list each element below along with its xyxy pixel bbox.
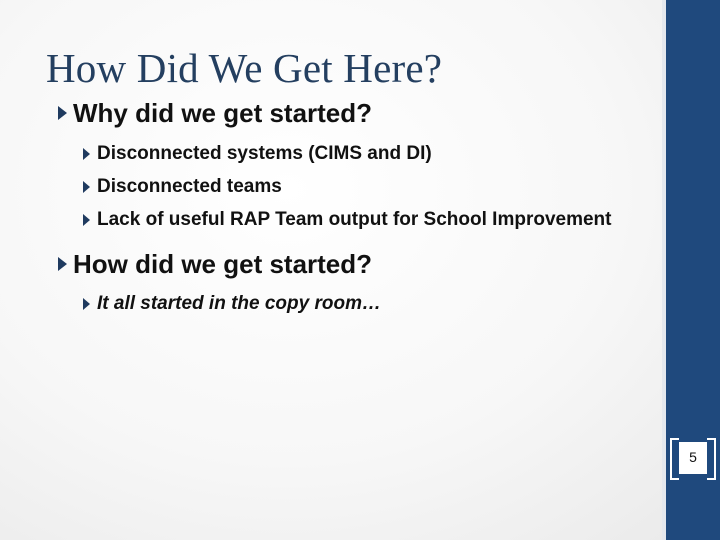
triangle-right-icon: [58, 106, 67, 120]
bullet-heading-how: [58, 247, 372, 281]
sub-bullet-item: [83, 174, 282, 200]
sub-bullet-text: Lack of useful RAP Team output for School Improvement: [97, 209, 612, 230]
sub-bullet-item: [83, 141, 432, 167]
bullet-heading-text: Why did we get started?: [73, 97, 373, 128]
slide-title: How Did We Get Here?: [46, 45, 443, 91]
sub-bullet-text: It all started in the copy room…: [97, 293, 381, 314]
page-number: 5: [689, 449, 697, 465]
page-number-badge: [666, 438, 720, 480]
triangle-right-icon: [58, 257, 67, 271]
triangle-right-icon: [83, 181, 90, 193]
bullet-heading-text: How did we get started?: [73, 248, 373, 279]
triangle-right-icon: [83, 148, 90, 160]
sub-bullet-text: Disconnected systems (CIMS and DI): [97, 143, 432, 164]
sub-bullet-item: [83, 207, 611, 233]
sub-bullet-item: [83, 291, 381, 317]
triangle-right-icon: [83, 214, 90, 226]
bullet-heading-why: [58, 96, 372, 130]
triangle-right-icon: [83, 298, 90, 310]
sub-bullet-text: Disconnected teams: [97, 176, 282, 197]
